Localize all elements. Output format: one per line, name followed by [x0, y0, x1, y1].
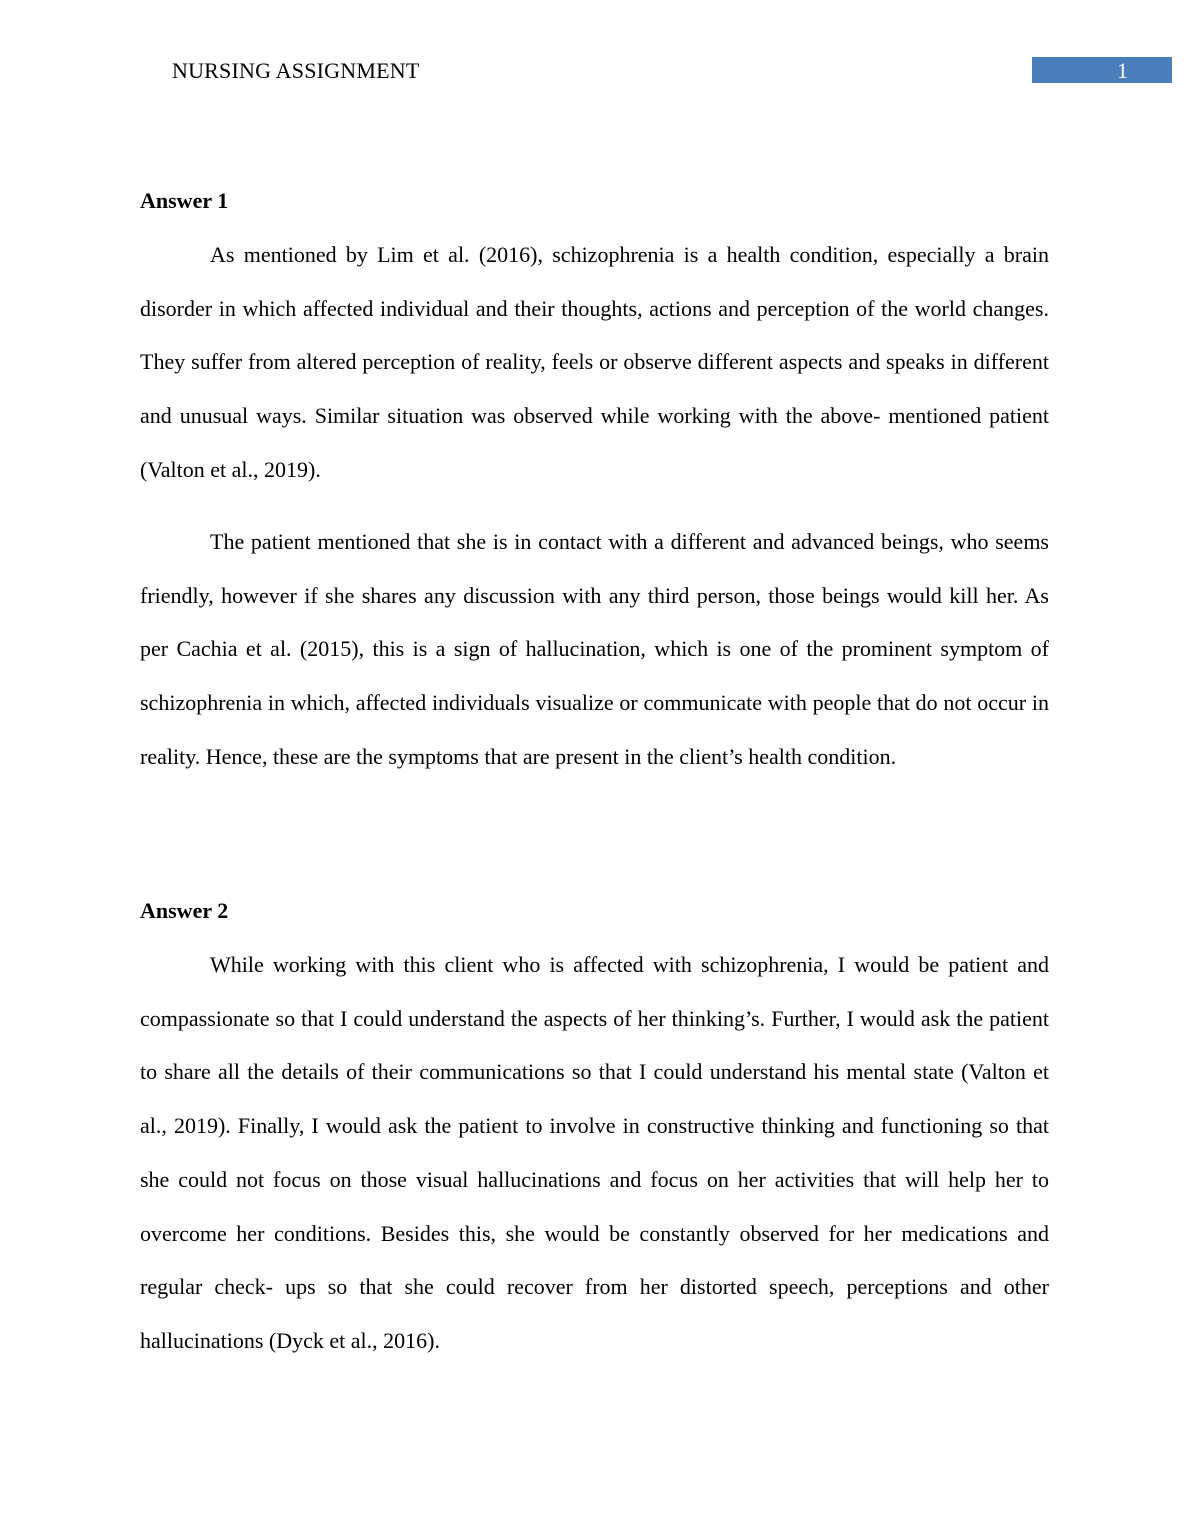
- paragraph: As mentioned by Lim et al. (2016), schizophrenia is a health condition, especially a brain disorder in which affected individual and their thoughts, actions and perception of the world changes. They suffer from altered perception of reality, feels or observe different aspects and speaks in different and unusual ways. Similar situation was observed while working with the above- mentioned patient (Valton et al., 2019).: [140, 242, 1049, 482]
- running-head: NURSING ASSIGNMENT: [172, 58, 420, 83]
- section-heading: Answer 2: [140, 898, 229, 923]
- paragraph: While working with this client who is affected with schizophrenia, I would be patient and compassionate so that I could understand the aspects of her thinking’s. Further, I would ask the patient to share all the details of their communications so that I could understand his mental state (Valton et al., 2019). Finally, I would ask the patient to involve in constructive thinking and functioning so that she could not focus on those visual hallucinations and focus on her activities that will help her to overcome her conditions. Besides this, she would be constantly observed for her medications and regular check- ups so that she could recover from her distorted speech, perceptions and other hallucinations (Dyck et al., 2016).: [140, 952, 1049, 1353]
- page-number-box: [1032, 57, 1172, 83]
- paragraph: The patient mentioned that she is in contact with a different and advanced beings, who seems friendly, however if she shares any discussion with any third person, those beings would kill her. As per Cachia et al. (2015), this is a sign of hallucination, which is one of the prominent symptom of schizophrenia in which, affected individuals visualize or communicate with people that do not occur in reality. Hence, these are the symptoms that are present in the client’s health condition.: [140, 529, 1049, 769]
- page-number: 1: [1117, 58, 1128, 83]
- section-heading: Answer 1: [140, 188, 229, 213]
